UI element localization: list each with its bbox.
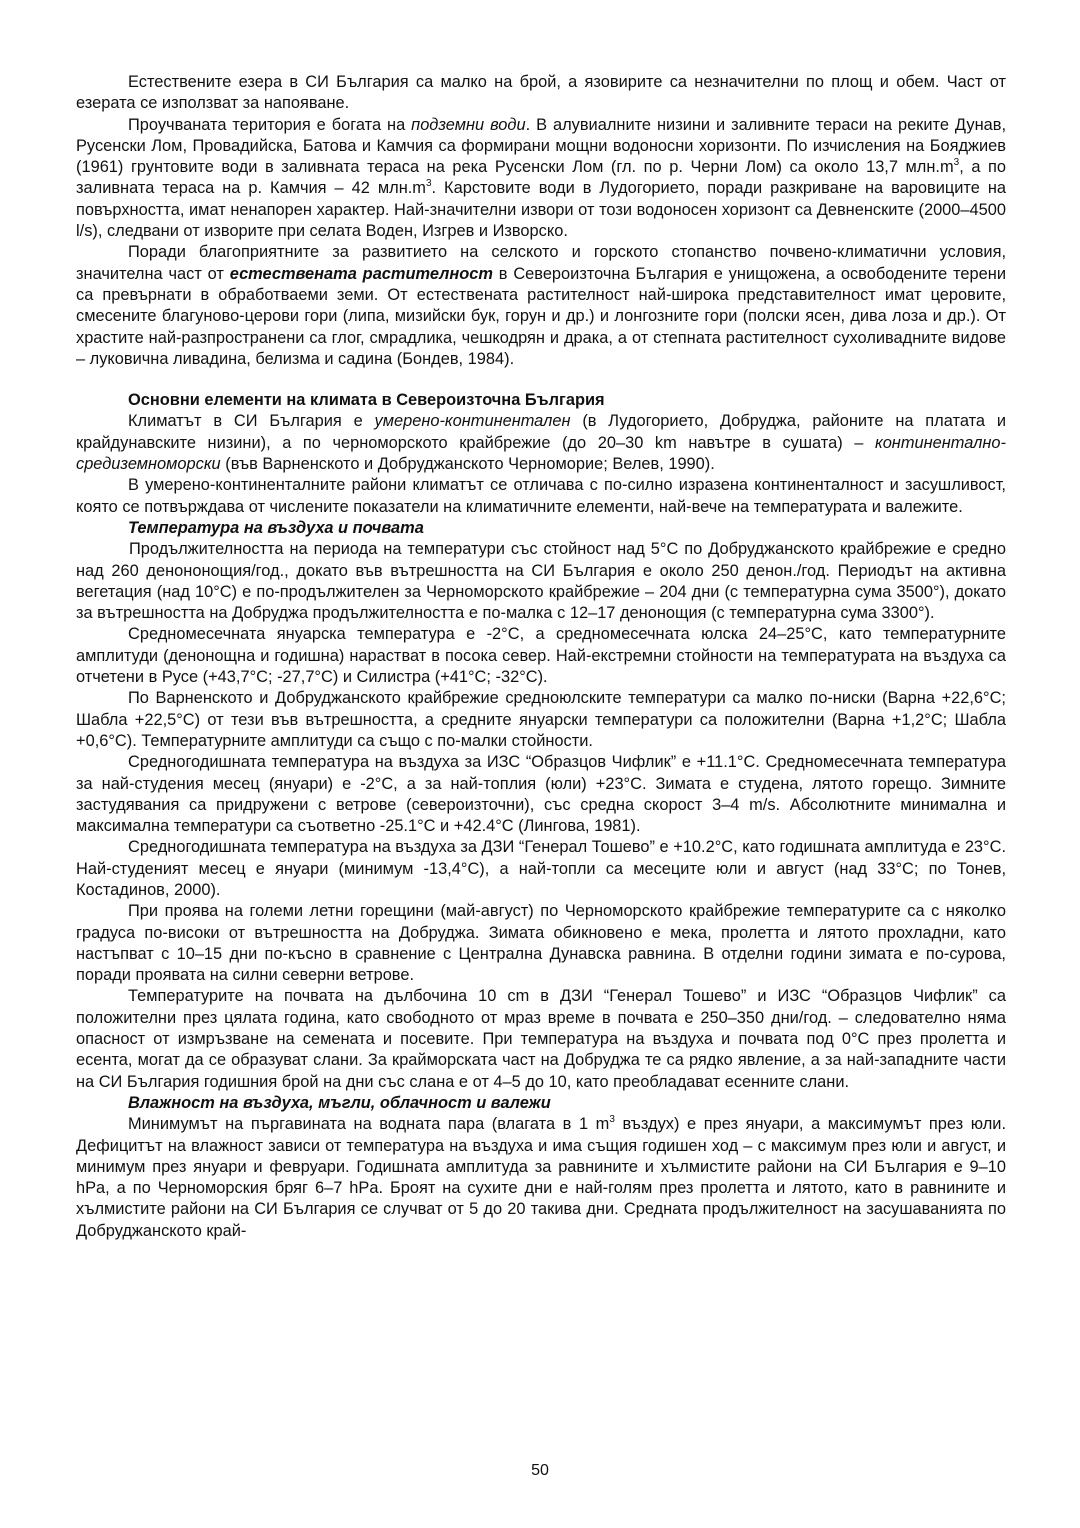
emphasized-text: умерено-континентален — [374, 412, 571, 431]
text-run: въздух) е през януари, а максимумът през юли. Дефицитът на влажност зависи от температура на въздуха и има същия годишен ход – с максимум през юли и август, и минимум през януари и февруари. Годишната амплитуда за равнините и хълмистите райони на СИ България е 9–10 hPa, а по Черноморския бряг 6–7 hPa. Броят на сухите дни е най-голям през пролетта и лятото, като в равнините и хълмистите райони на СИ България се случват от 5 до 20 такива дни. Средната продължителност на засушаванията по Добруджанското край- — [76, 1115, 1006, 1240]
text-run: в Североизточна България е унищожена, а освободените терени са превърнати в обработваеми земи. От естествената растителност най-широка представителност имат церовите, смесените благуново-церови гори (липа, мизийски бук, горун и др.) и лонгозните гори (полски ясен, дива лоза и др.). От храстите най-разпространени са глог, смрадлика, чешкодрян и драка, а от степната растителност сухоливадните видове – луковична ливадина, белизма и садина (Бондев, 1984). — [76, 264, 1006, 368]
paragraph — [76, 539, 1006, 624]
superscript: 3 — [953, 157, 960, 169]
subsection-heading — [76, 1093, 1006, 1114]
paragraph — [76, 752, 1006, 837]
text-run: Температура на въздуха и почвата — [128, 518, 424, 537]
paragraph — [76, 475, 1006, 518]
text-run: Климатът в СИ България е — [128, 412, 375, 431]
paragraph — [76, 242, 1006, 370]
emphasized-text: естествената растителност — [229, 264, 493, 283]
text-run: Влажност на въздуха, мъгли, облачност и валежи — [128, 1093, 551, 1112]
text-run: . Карстовите води в Лудогорието, поради разкриване на варовиците на повърхността, имат ненапорен характер. Най-значителни извори от този водоносен хоризонт са Девненските (2000–4500 l/s), следвани от изворите при селата Воден, Изгрев и Изворско. — [76, 179, 1006, 241]
document-page — [76, 72, 1006, 1242]
paragraph — [76, 688, 1006, 752]
text-run: Поради благоприятните за развитието на селското и горското стопанство почвено-климатични условия, значителна част от — [76, 243, 1006, 283]
paragraph — [76, 901, 1006, 986]
text-run: , а по заливната тераса на р. Камчия – 42 млн.m — [76, 158, 1006, 198]
text-run: Проучваната територия е богата на — [128, 115, 412, 134]
paragraph — [76, 115, 1006, 243]
text-run: Продължителността на периода на температури със стойност над 5°C по Добруджанското крайбрежие е средно над 260 денононощия/год., докато във вътрешността на СИ България е около 250 денон./год. Периодът на активна вегетация (над 10°C) е по-продължителен за Черноморското крайбрежие – 204 дни (с температурна сума 3500°), докато за вътрешността на Добруджа продължителността е по-малка с 12–17 денонощия (с температурна сума 3300°). — [76, 540, 1006, 623]
paragraph — [76, 72, 1006, 115]
page-number: 50 — [531, 1462, 549, 1479]
text-run: Основни елементи на климата в Североизточна България — [128, 391, 605, 410]
paragraph — [76, 837, 1006, 901]
text-run: Средномесечната януарска температура е -2°C, а средномесечната юлска 24–25°C, като температурните амплитуди (денонощна и годишна) нарастват в посока север. Най-екстремни стойности на температурата на въздуха са отчетени в Русе (+43,7°C; -27,7°C) и Силистра (+41°C; -32°C). — [76, 625, 1006, 687]
paragraph — [76, 411, 1006, 475]
text-run: При проява на големи летни горещини (май-август) по Черноморското крайбрежие температурите са с няколко градуса по-високи от вътрешността на Добруджа. Зимата обикновено е мека, пролетта и лятото прохладни, като настъпват с 10–15 дни по-късно в сравнение с Централна Дунавска равнина. В отделни години зимата е по-сурова, поради проявата на силни северни ветрове. — [76, 902, 1006, 985]
text-run: Температурите на почвата на дълбочина 10 cm в ДЗИ “Генерал Тошево” и ИЗС “Образцов Чифлик” са положителни през цялата година, като свободното от мраз време в почвата е 250–350 дни/год. – следователно няма опасност от измръзване на семената и посевите. При температура на въздуха и почвата под 0°C през пролетта и есента, могат да се образуват слани. За крайморската част на Добруджа те са рядко явление, а за най-западните части на СИ България годишния брой на дни със слана е от 4–5 до 10, като преобладават есенните слани. — [76, 987, 1006, 1091]
paragraph — [76, 1114, 1006, 1242]
text-run: (в Лудогорието, Добруджа, районите на платата и крайдунавските низини), а по черноморското крайбрежие (до 20–30 km навътре в сушата) – — [76, 412, 1006, 452]
subsection-heading — [76, 518, 1006, 539]
text-run: Минимумът на пъргавината на водната пара (влагата в 1 m — [128, 1115, 610, 1134]
emphasized-text: подземни води — [411, 115, 526, 134]
superscript: 3 — [425, 178, 432, 190]
text-run: По Варненското и Добруджанското крайбрежие средноюлските температури са малко по-ниски (Варна +22,6°C; Шабла +22,5°C) от тези във вътрешността, а средните януарски температури са положителни (Варна +1,2°C; Шабла +0,6°C). Температурните амплитуди са също с по-малки стойности. — [76, 689, 1006, 750]
emphasized-text: континентално-средиземноморски — [76, 433, 1006, 474]
paragraph — [76, 624, 1006, 688]
paragraph — [76, 986, 1006, 1092]
text-run: В умерено-континенталните райони климатът се отличава с по-силно изразена континенталност и засушливост, която се потвърждава от числените показатели на климатичните елементи, най-вече на температурата и валежите. — [76, 476, 1006, 516]
text-run: Естествените езера в СИ България са малко на брой, а язовирите са незначителни по площ и обем. Част от езерата се използват за напояване. — [76, 73, 1006, 113]
text-run: . В алувиалните низини и заливните тераси на реките Дунав, Русенски Лом, Провадийска, Батова и Камчия са формирани мощни водоносни хоризонти. По изчисления на Бояджиев (1961) грунтовите води в заливната тераса на река Русенски Лом (гл. по р. Черни Лом) са около 13,7 млн.m — [76, 115, 1006, 177]
superscript: 3 — [609, 1114, 615, 1126]
text-run: Средногодишната температура на въздуха за ИЗС “Образцов Чифлик” е +11.1°C. Средномесечната температура за най-студения месец (януари) е -2°C, а за най-топлия (юли) +23°C. Зимата е студена, лятото горещо. Зимните застудявания са придружени с ветрове (североизточни), със средна скорост 3–4 m/s. Абсолютните минимална и максимална температури са съответно -25.1°C и +42.4°C (Лингова, 1981). — [76, 753, 1006, 836]
section-heading — [76, 390, 1006, 411]
text-run: Средногодишната температура на въздуха за ДЗИ “Генерал Тошево” е +10.2°C, като годишната амплитуда е 23°C. Най-студеният месец е януари (минимум -13,4°C), а най-топли са месеците юли и август (над 33°C; по Тонев, Костадинов, 2000). — [76, 838, 1006, 899]
text-run: (във Варненското и Добруджанското Черноморие; Велев, 1990). — [220, 455, 715, 474]
